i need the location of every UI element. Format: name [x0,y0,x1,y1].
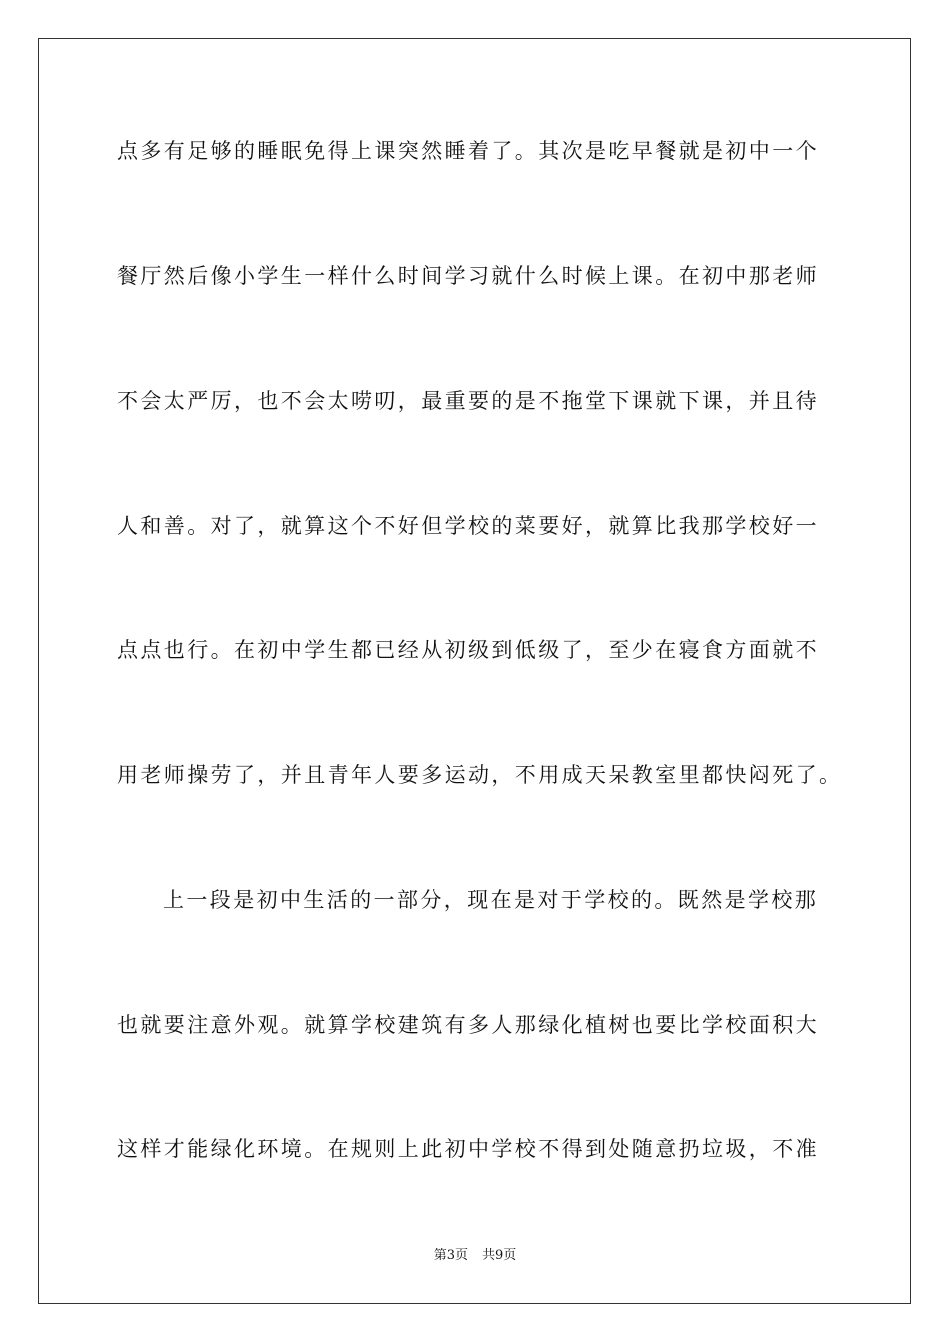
text-line-5: 点点也行。在初中学生都已经从初级到低级了，至少在寝食方面就不 [117,638,819,662]
text-line-8: 也就要注意外观。就算学校建筑有多人那绿化植树也要比学校面积大 [117,1013,819,1037]
page-number-total: 共9页 [482,1248,517,1263]
text-line-2: 餐厅然后像小学生一样什么时间学习就什么时候上课。在初中那老师 [117,264,819,288]
text-line-6: 用老师操劳了，并且青年人要多运动，不用成天呆教室里都快闷死了。 [117,763,843,787]
text-line-1: 点多有足够的睡眠免得上课突然睡着了。其次是吃早餐就是初中一个 [117,139,819,163]
text-line-3: 不会太严厉，也不会太唠叨，最重要的是不拖堂下课就下课，并且待 [117,389,819,413]
page-border [38,38,911,1304]
text-line-9: 这样才能绿化环境。在规则上此初中学校不得到处随意扔垃圾，不准 [117,1137,819,1161]
page-number-current: 第3页 [433,1248,468,1263]
paragraph-start-line: 上一段是初中生活的一部分，现在是对于学校的。既然是学校那 [163,888,819,912]
text-line-4: 人和善。对了，就算这个不好但学校的菜要好，就算比我那学校好一 [117,514,819,538]
page-footer [0,1247,950,1265]
